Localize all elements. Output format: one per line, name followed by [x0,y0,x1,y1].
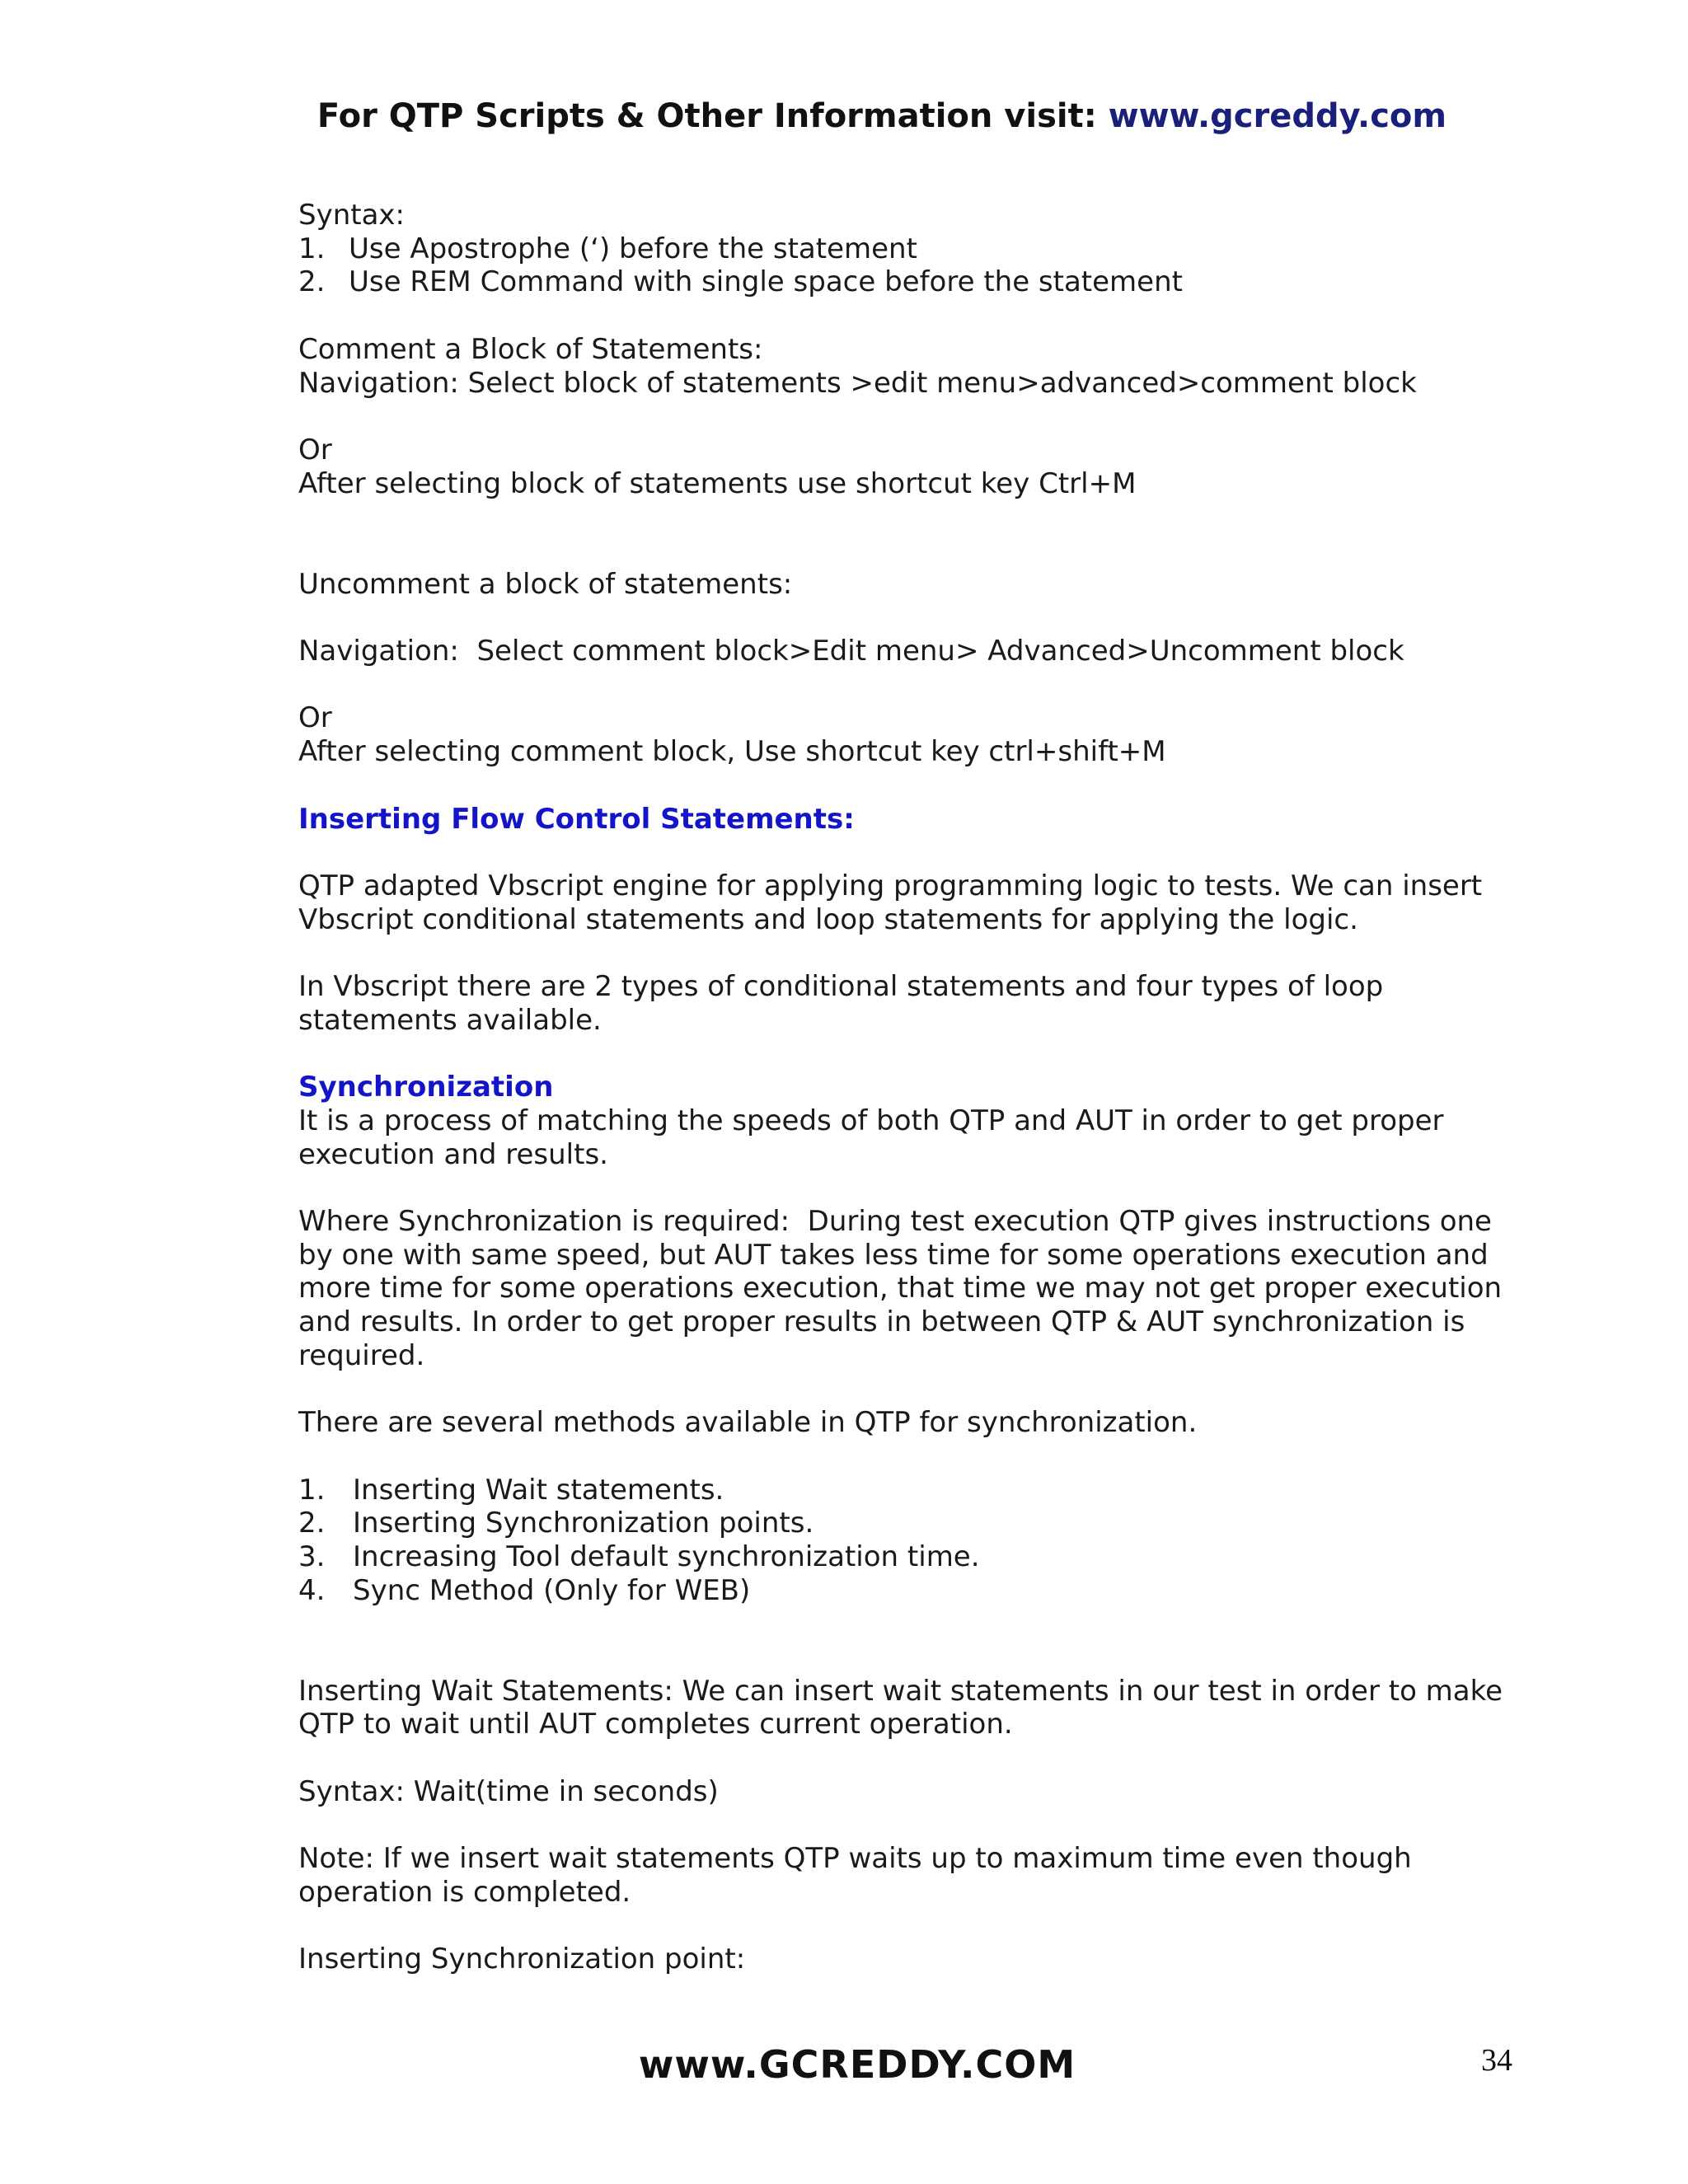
page-body [298,199,1518,1976]
list-number: 4. [298,1573,326,1607]
footer-site-link[interactable]: www.GCREDDY.COM [638,2042,1076,2087]
paragraph-line: QTP to wait until AUT completes current operation. [298,1708,1013,1741]
list-number: 3. [298,1540,326,1573]
list-text: Use REM Command with single space before the statement [349,265,1183,299]
paragraph-line: more time for some operations execution, that time we may not get proper execution [298,1272,1503,1305]
paragraph-line: Vbscript conditional statements and loop statements for applying the logic. [298,902,1358,936]
page-header [0,97,1688,135]
list-number: 2. [298,265,326,299]
methods-list-item [298,1507,1518,1540]
paragraph-line: Where Synchronization is required: During test execution QTP gives instructions one [298,1204,1492,1238]
list-number: 1. [298,232,326,265]
header-prefix: For QTP Scripts & Other Information visit: [316,97,1109,135]
paragraph-line: operation is completed. [298,1875,631,1909]
header-url-link[interactable]: www.gcreddy.com [1108,97,1447,135]
page-number: 34 [1481,2043,1512,2078]
list-text: Increasing Tool default synchronization time. [353,1540,980,1573]
or-separator: Or [298,701,332,735]
list-text: Inserting Synchronization points. [353,1507,814,1540]
list-text: Use Apostrophe (‘) before the statement [349,232,917,265]
or-separator: Or [298,433,332,466]
methods-list-item [298,1574,1518,1608]
methods-intro: There are several methods available in QTP for synchronization. [298,1406,1198,1440]
paragraph-line: required. [298,1338,425,1372]
list-text: Inserting Wait statements. [353,1473,724,1507]
list-text: Sync Method (Only for WEB) [353,1573,751,1607]
paragraph-line: Note: If we insert wait statements QTP waits up to maximum time even though [298,1842,1412,1876]
comment-block-shortcut: After selecting block of statements use shortcut key Ctrl+M [298,466,1137,500]
synchronization-heading: Synchronization [298,1071,554,1104]
sync-point-title: Inserting Synchronization point: [298,1943,746,1976]
paragraph-line: and results. In order to get proper results in between QTP & AUT synchronization is [298,1305,1465,1339]
comment-block-title: Comment a Block of Statements: [298,332,763,366]
paragraph-line: statements available. [298,1003,602,1037]
methods-list-item [298,1540,1518,1574]
comment-block-navigation: Navigation: Select block of statements >edit menu>advanced>comment block [298,366,1417,400]
list-number: 2. [298,1507,326,1540]
uncomment-block-title: Uncomment a block of statements: [298,567,793,601]
paragraph-line: Inserting Wait Statements: We can insert wait statements in our test in order to make [298,1674,1503,1708]
uncomment-block-navigation: Navigation: Select comment block>Edit menu> Advanced>Uncomment block [298,635,1404,668]
flow-control-heading: Inserting Flow Control Statements: [298,802,855,836]
syntax-label: Syntax: [298,199,405,232]
list-number: 1. [298,1473,326,1507]
uncomment-block-shortcut: After selecting comment block, Use shortcut key ctrl+shift+M [298,735,1166,769]
paragraph-line: by one with same speed, but AUT takes less time for some operations execution and [298,1238,1489,1272]
methods-list-item [298,1474,1518,1507]
paragraph-line: QTP adapted Vbscript engine for applying programming logic to tests. We can insert [298,869,1483,902]
paragraph-line: execution and results. [298,1137,608,1171]
paragraph-line: In Vbscript there are 2 types of conditional statements and four types of loop [298,970,1384,1004]
syntax-list-item [298,265,1518,299]
wait-syntax: Syntax: Wait(time in seconds) [298,1774,719,1808]
paragraph-line: It is a process of matching the speeds of both QTP and AUT in order to get proper [298,1104,1444,1137]
syntax-list-item [298,232,1518,266]
